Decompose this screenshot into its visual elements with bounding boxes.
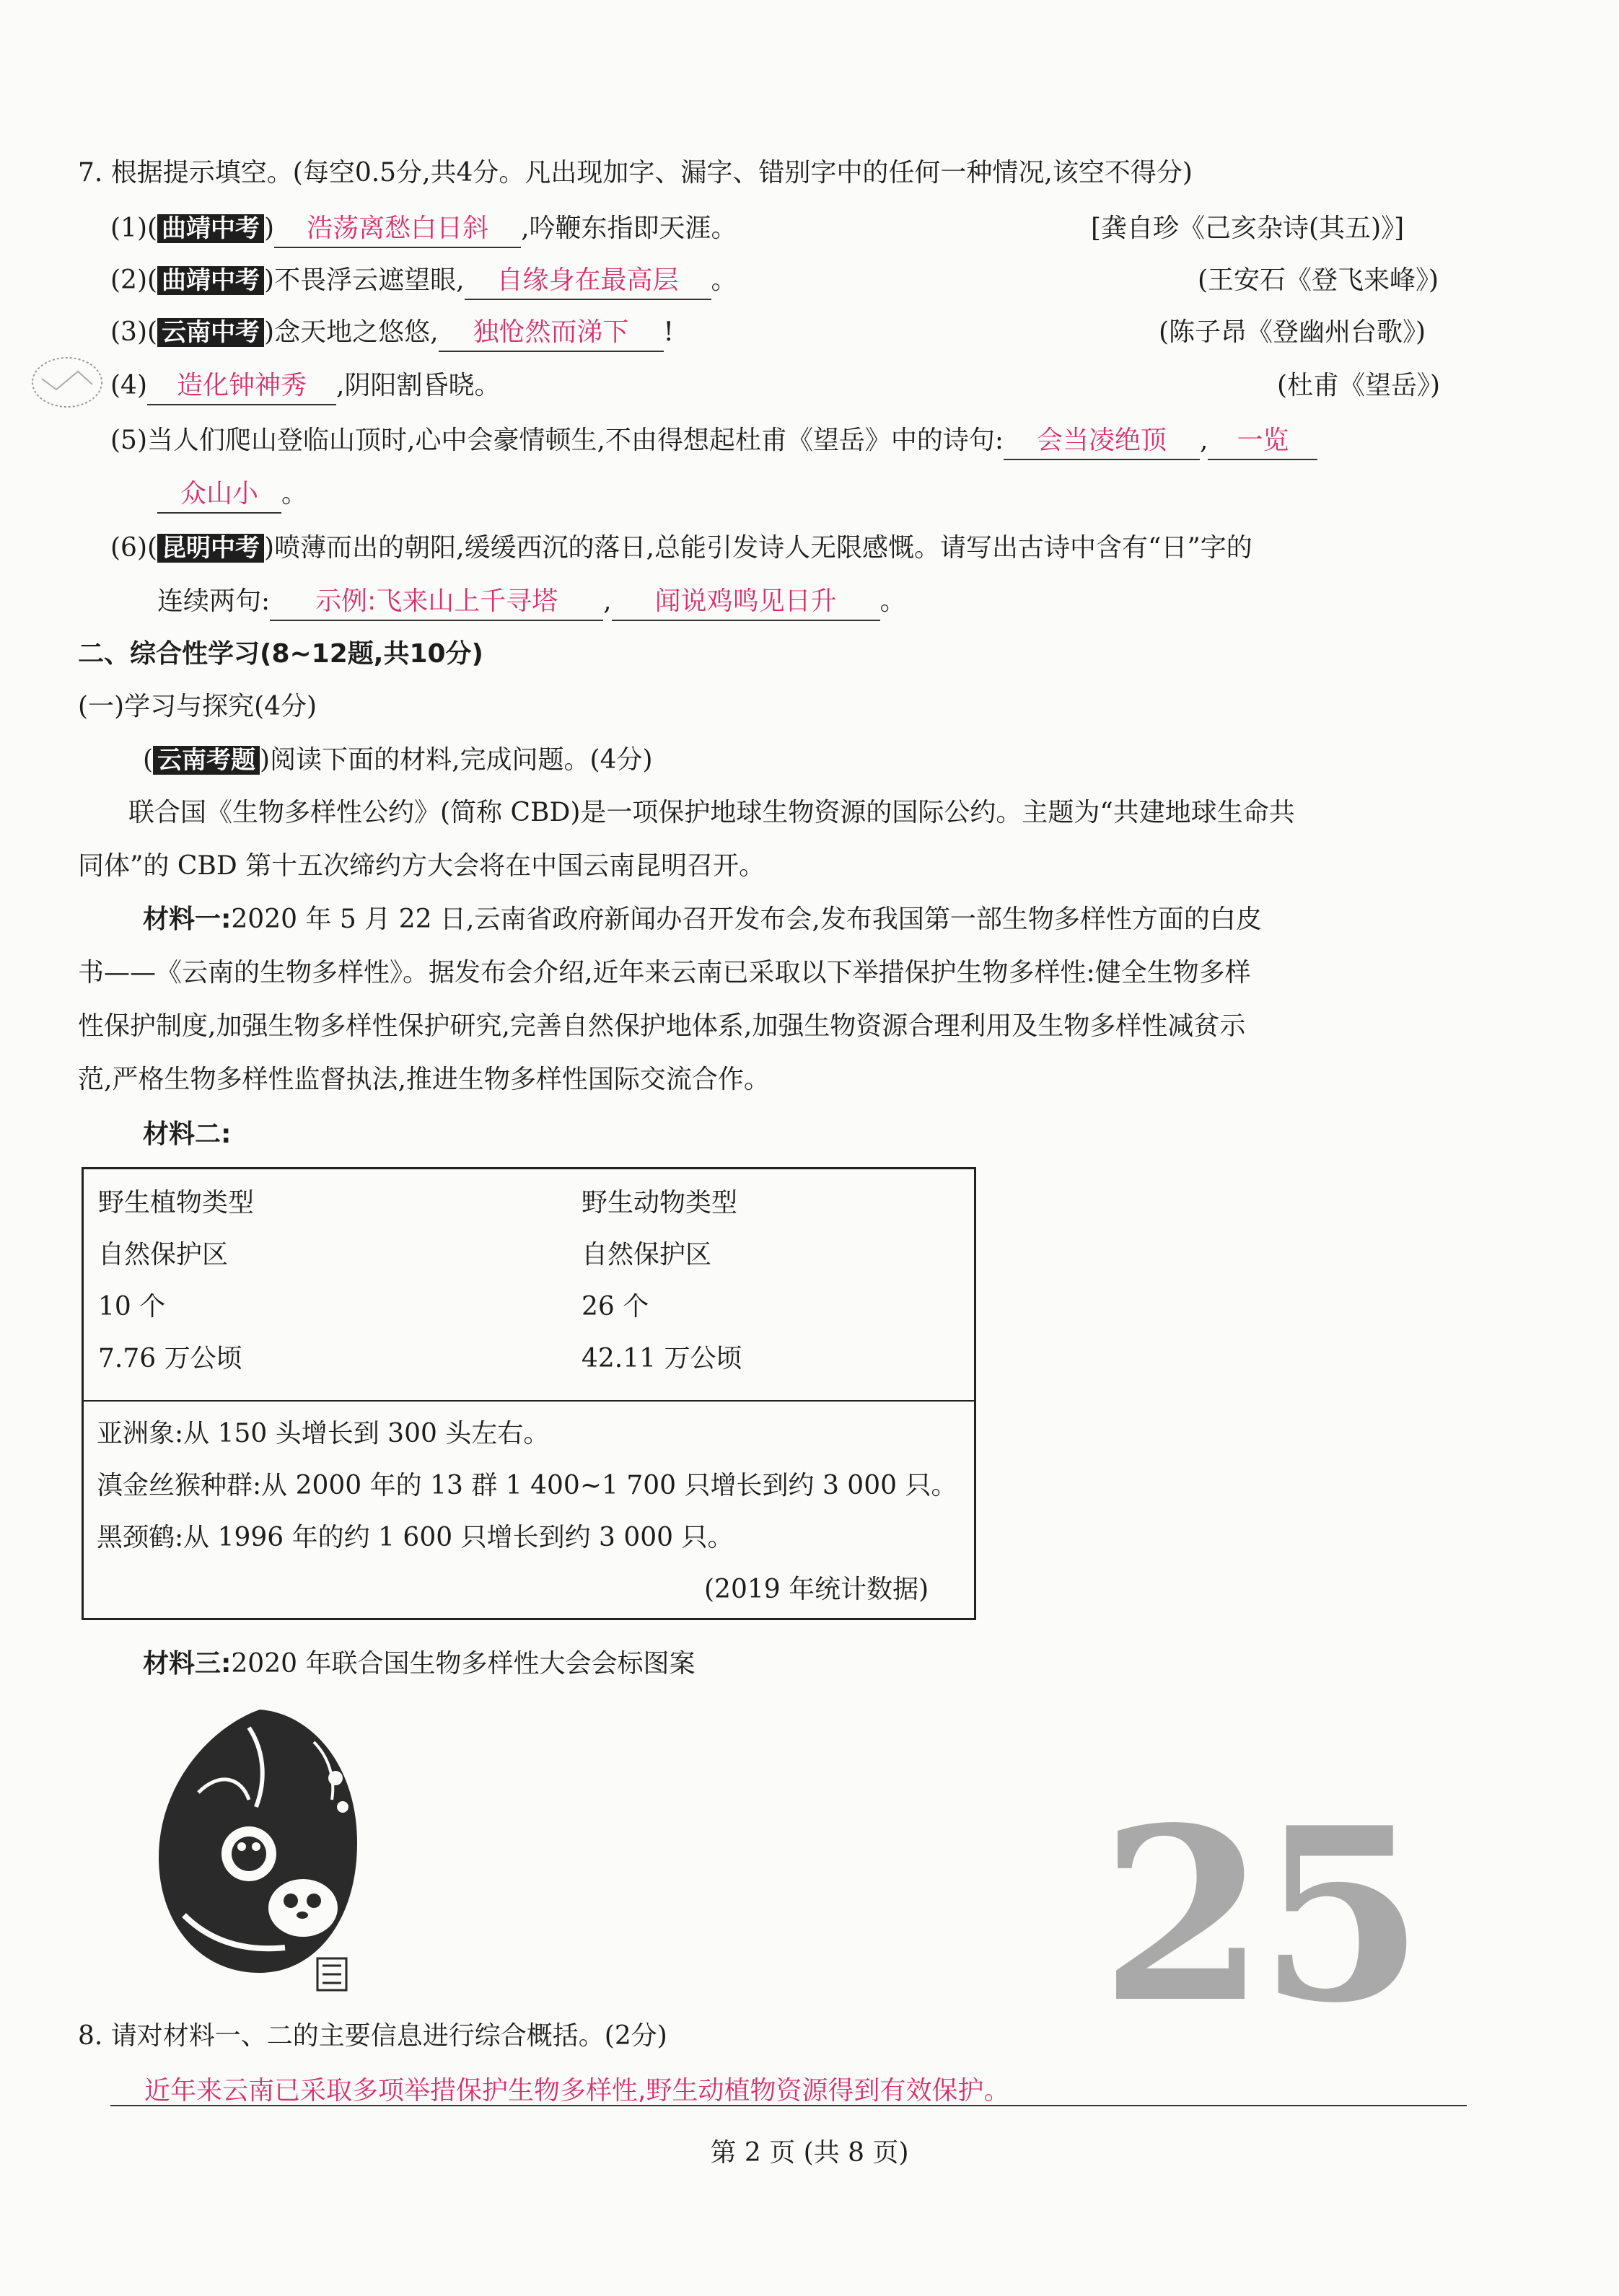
material-2-label: 材料二: [143,1120,232,1149]
source-tag: 云南中考 [157,318,264,347]
answer-blank: 浩荡离愁白日斜 [274,211,521,248]
q8-answer: 近年来云南已采取多项举措保护生物多样性,野生动植物资源得到有效保护。 [144,2076,1010,2106]
q7-item-4: (4) 造化钟神秀 ,阴阳割昏晓。 [110,366,500,405]
material-1-line-2: 书——《云南的生物多样性》。据发布会介绍,近年来云南已采取以下举措保护生物多样性:健全生物多样 [78,958,1251,988]
conference-emblem-icon [141,1699,379,2002]
page-footer: 第 2 页 (共 8 页) [710,2138,909,2168]
subsection-title: (一)学习与探究(4分) [78,692,317,721]
q7-item-6-cont: 连续两句: 示例:飞来山上千寻塔 , 闻说鸡鸣见日升 。 [157,582,906,621]
col2-row2: 自然保护区 [582,1240,712,1270]
section-title: 二、综合性学习(8~12题,共10分) [78,639,483,669]
source-tag: 云南考题 [153,746,260,775]
answer-blank: 闻说鸡鸣见日升 [612,584,880,621]
col1-row3: 10 个 [98,1292,166,1321]
col2-row3: 26 个 [582,1292,649,1321]
q8-title: 8. 请对材料一、二的主要信息进行综合概括。(2分) [78,2021,667,2051]
stamp-icon [27,350,107,415]
q7-item-5-cont: 众山小 。 [157,475,307,514]
table-footnote: (2019 年统计数据) [704,1575,929,1604]
q7-source-2: (王安石《登飞来峰》) [1198,265,1439,295]
answer-blank: 会当凌绝顶 [1004,423,1200,460]
col1-row2: 自然保护区 [98,1240,229,1270]
answer-blank: 示例:飞来山上千寻塔 [270,584,603,621]
note-elephant: 亚洲象:从 150 头增长到 300 头左右。 [97,1419,550,1448]
q7-item-6: (6)( 昆明中考 )喷薄而出的朝阳,缓缓西沉的落日,总能引发诗人无限感慨。请写出古诗中含有“日”字的 [110,533,1252,563]
col2-row4: 42.11 万公顷 [582,1344,742,1373]
source-tag: 曲靖中考 [157,266,264,295]
q7-item-3: (3)( 云南中考 )念天地之悠悠, 独怆然而涕下 ! [110,313,674,352]
q7-item-1: (1)( 曲靖中考 ) 浩荡离愁白日斜 ,吟鞭东指即天涯。 [110,209,737,248]
material-1-line-1: 材料一:2020 年 5 月 22 日,云南省政府新闻办召开发布会,发布我国第一部生物多样性方面的白皮 [143,905,1262,934]
material-1-label: 材料一: [143,905,232,934]
emblem-number: 25 [1100,1775,1418,2055]
answer-underline [110,2105,1467,2106]
material-3: 材料三:2020 年联合国生物多样性大会会标图案 [143,1649,696,1679]
q7-item-5: (5)当人们爬山登临山顶时,心中会豪情顿生,不由得想起杜甫《望岳》中的诗句: 会当凌绝顶 , 一览 [110,421,1317,460]
col1-row1: 野生植物类型 [98,1188,255,1218]
note-crane: 黑颈鹤:从 1996 年的约 1 600 只增长到约 3 000 只。 [97,1523,734,1552]
q7-item-2: (2)( 曲靖中考 )不畏浮云遮望眼, 自缘身在最高层 。 [110,261,737,300]
material-1-line-3: 性保护制度,加强生物多样性保护研究,完善自然保护地体系,加强生物资源合理利用及生物多样性减贫示 [78,1011,1246,1041]
material-3-label: 材料三: [143,1649,232,1679]
source-tag: 昆明中考 [157,534,264,563]
answer-blank: 自缘身在最高层 [465,263,711,300]
intro-line-1: 联合国《生物多样性公约》(简称 CBD)是一项保护地球生物资源的国际公约。主题为“共建地球生命共 [128,798,1295,827]
source-tag: 曲靖中考 [157,214,264,243]
instruction: ( 云南考题 )阅读下面的材料,完成问题。(4分) [143,745,653,775]
q7-source-4: (杜甫《望岳》) [1277,371,1441,400]
material-1-line-4: 范,严格生物多样性监督执法,推进生物多样性国际交流合作。 [78,1065,770,1094]
q7-source-3: (陈子昂《登幽州台歌》) [1159,317,1426,347]
note-monkey: 滇金丝猴种群:从 2000 年的 13 群 1 400~1 700 只增长到约 3 000 只。 [97,1471,957,1500]
col1-row4: 7.76 万公顷 [98,1344,242,1373]
col2-row1: 野生动物类型 [582,1188,738,1218]
q7-title: 7. 根据提示填空。(每空0.5分,共4分。凡出现加字、漏字、错别字中的任何一种情况,该空不得分) [78,158,1193,188]
material-2-table [82,1167,976,1620]
answer-blank: 一览 [1208,423,1317,460]
answer-blank: 造化钟神秀 [147,368,336,405]
answer-blank: 众山小 [157,476,281,514]
answer-blank: 独怆然而涕下 [439,315,664,352]
q7-source-1: [龚自珍《己亥杂诗(其五)》] [1091,214,1405,243]
intro-line-2: 同体”的 CBD 第十五次缔约方大会将在中国云南昆明召开。 [78,851,765,881]
